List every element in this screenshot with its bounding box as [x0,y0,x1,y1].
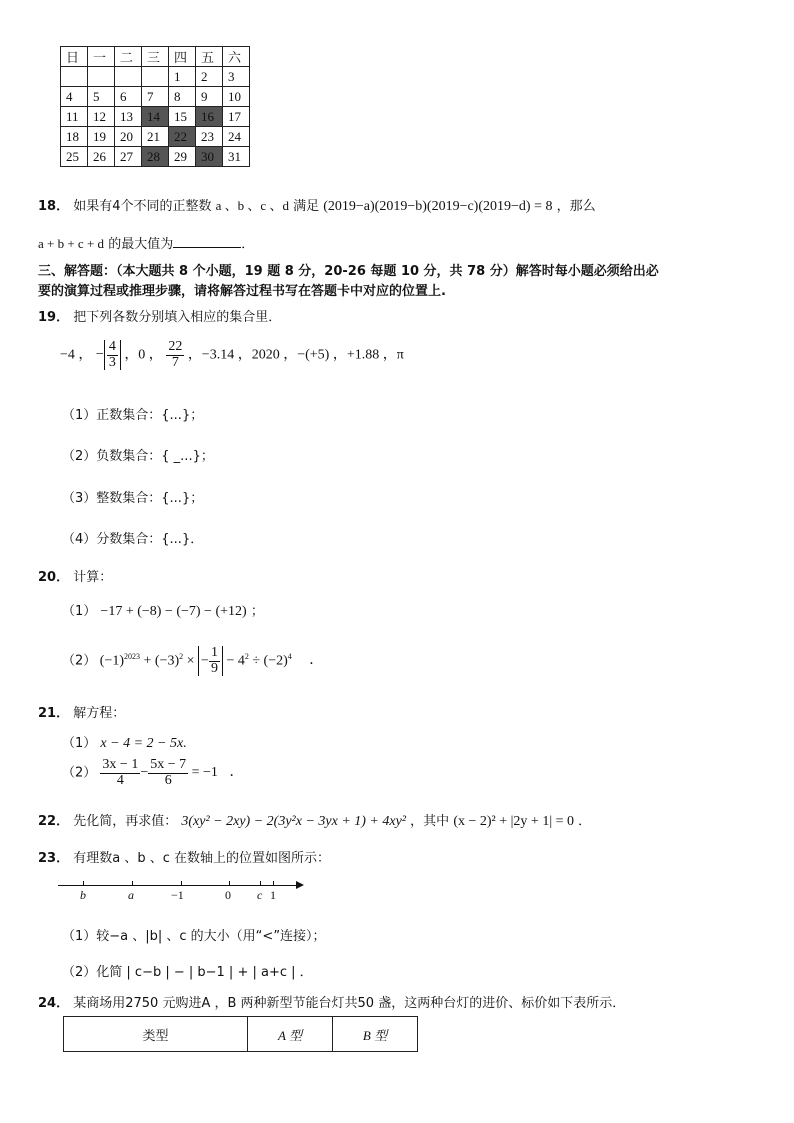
tick-c [260,881,261,886]
q21-text: 解方程： [73,706,126,721]
q22-end: ． [578,814,592,829]
tick-0 [229,881,230,886]
label-1: 1 [270,888,276,902]
section-3-line1: 三、解答题：（本大题共 8 个小题，19 题 8 分，20-26 每题 10 分，共 78 分）解答时每小题必须给出必 [38,264,659,279]
q24-number: 24． [38,996,70,1011]
calendar-day-cell: 9 [196,87,223,107]
calendar-weekday-1: 一 [88,47,115,67]
q19-text: 把下列各数分别填入相应的集合里． [73,310,282,325]
calendar-day-cell: 25 [61,147,88,167]
calendar-day-cell [88,67,115,87]
q18-equation: (2019−a)(2019−b)(2019−c)(2019−d) = 8 [323,199,553,214]
q19-item-1: （1）正数集合：{...}； [62,408,204,423]
calendar-day-cell: 11 [61,107,88,127]
q19-n2-absolute [104,340,121,370]
q23-part-2: （2）化简 | c−b | − | b−1 | + | a+c | ． [62,965,313,980]
q18-text2: 满足 [293,199,320,214]
q19-number-list [60,340,404,370]
q23-number: 23． [38,851,70,866]
question-21-prompt [38,702,125,721]
q19-n2-sign: − [95,347,104,363]
q21-p2-end: ． [229,765,244,781]
q20-p2-term-e: ÷ (−2) [248,653,288,669]
calendar-day-cell: 24 [223,127,250,147]
q20-p2-absolute [198,646,223,676]
q18-text3: ，那么 [556,199,596,214]
q18-text1: 如果有4个不同的正整数 [73,199,212,214]
calendar-day-cell: 6 [115,87,142,107]
calendar-day-cell: 31 [223,147,250,167]
q22-number: 22． [38,814,70,829]
q20-p2-numerator: 1 [210,645,218,660]
q18-number: 18． [38,199,70,214]
calendar-day-cell: 8 [169,87,196,107]
tick-a [132,881,133,886]
q21-rhs: = −1 [191,765,218,781]
calendar-day-cell: 27 [115,147,142,167]
question-19-prompt [38,306,281,325]
calendar-day-cell: 23 [196,127,223,147]
calendar-week-row [61,107,250,127]
q18-vars: a 、b 、c 、d [215,198,289,213]
calendar-day-cell: 1 [169,67,196,87]
calendar-weekday-3: 三 [142,47,169,67]
header-type: 类型 [64,1017,248,1052]
number-line-arrow [296,881,304,889]
q22-condition-prefix: ，其中 [410,814,450,829]
q20-p2-exp-a: 2023 [124,651,141,661]
q20-p2-denominator: 9 [210,660,218,676]
number-line-axis [58,885,298,886]
header-type-b: B 型 [333,1017,418,1052]
calendar-day-cell [61,67,88,87]
q21-p1-label: （1） [62,736,97,751]
q19-n2-numerator: 4 [108,339,116,354]
question-22 [38,810,591,830]
question-18-line1 [38,195,596,215]
calendar-day-cell: 22 [169,127,196,147]
q20-text: 计算： [73,570,113,585]
q21-f1-denominator: 4 [116,772,124,788]
calendar-day-cell: 3 [223,67,250,87]
q21-p1-expression: x − 4 = 2 − 5x. [100,736,187,751]
calendar-day-cell: 2 [196,67,223,87]
calendar-weekday-4: 四 [169,47,196,67]
price-table [63,1016,418,1052]
calendar-day-cell: 30 [196,147,223,167]
q20-p1-expression: −17 + (−8) − (−7) − (+12) [100,604,247,619]
price-table-header-row [64,1017,418,1052]
q21-p2-label: （2） [62,765,97,781]
q18-line2-text: 的最大值为 [108,237,174,252]
q19-n1: −4 ， [60,347,93,363]
calendar-day-cell: 5 [88,87,115,107]
q20-p2-end: ． [309,653,324,669]
q21-f2-denominator: 6 [164,772,172,788]
q21-number: 21． [38,706,70,721]
calendar-day-cell: 13 [115,107,142,127]
question-23-prompt [38,847,330,866]
calendar-week-row [61,87,250,107]
calendar-day-cell: 15 [169,107,196,127]
q23-text: 有理数a 、b 、c 在数轴上的位置如图所示： [73,851,330,866]
q19-item-4: （4）分数集合：{...}． [62,532,204,547]
calendar-header-row [61,47,250,67]
calendar-weekday-2: 二 [115,47,142,67]
calendar-day-cell: 14 [142,107,169,127]
calendar-day-cell: 12 [88,107,115,127]
tick-minus-1 [181,881,182,886]
calendar-day-cell [115,67,142,87]
calendar-day-cell [142,67,169,87]
q20-p2-exp-e: 4 [287,651,292,661]
calendar-table [60,46,250,167]
calendar-weekday-0: 日 [61,47,88,67]
q21-fraction-1 [100,758,140,788]
calendar-day-cell: 21 [142,127,169,147]
q20-p2-term-b: + (−3) [140,653,180,669]
calendar-day-cell: 26 [88,147,115,167]
tick-1 [273,881,274,886]
calendar-week-row [61,67,250,87]
q20-p2-fraction [209,646,220,676]
calendar-day-cell: 16 [196,107,223,127]
calendar-weekday-6: 六 [223,47,250,67]
q19-n2-fraction [107,340,118,370]
q21-p2-equation [100,757,244,788]
q20-p1-end: ； [250,604,264,619]
calendar-day-cell: 28 [142,147,169,167]
section-3-line2: 要的演算过程或推理步骤，请将解答过程书写在答题卡中对应的位置上. [38,284,446,299]
q20-p2-term-a: (−1) [99,653,125,669]
q20-p2-exp-b: 2 [179,651,184,661]
label-0: 0 [225,888,231,902]
calendar-day-cell: 20 [115,127,142,147]
question-20-prompt [38,566,112,585]
calendar-day-cell: 19 [88,127,115,147]
q21-f1-numerator: 3x − 1 [102,757,139,772]
tick-b [83,881,84,886]
label-b: b [80,888,86,902]
calendar-day-cell: 17 [223,107,250,127]
q19-n4-numerator: 22 [168,339,183,354]
calendar-day-cell: 7 [142,87,169,107]
q22-expression: 3(xy² − 2xy) − 2(3y²x − 3yx + 1) + 4xy² [181,814,407,829]
q19-item-3: （3）整数集合：{...}； [62,491,204,506]
q24-text: 某商场用2750 元购进A ，B 两种新型节能台灯共50 盏，这两种台灯的进价、标价如下表所示． [73,996,626,1011]
q23-part-1: （1）较−a 、|b| 、c 的大小（用“<”连接）； [62,929,326,944]
q20-p2-times: × [183,653,199,669]
q21-part-2 [62,758,243,788]
q21-minus: − [140,765,149,781]
q18-line2-end: ． [241,237,255,252]
question-18-line2 [38,233,254,252]
q18-line2-expr: a + b + c + d [38,236,105,251]
q22-condition: (x − 2)² + |2y + 1| = 0 [453,814,575,829]
q22-text: 先化简，再求值： [73,814,178,829]
q19-item-2: （2）负数集合：{ _...}； [62,449,214,464]
calendar-week-row [61,147,250,167]
calendar-day-cell: 29 [169,147,196,167]
q19-n5: ，−3.14 ，2020 ，−(+5) ，+1.88 ，π [187,347,404,363]
q19-n3: ，0 ， [124,347,163,363]
q20-p2-frac-sign: − [201,653,209,669]
calendar-weekday-5: 五 [196,47,223,67]
q20-p2-exp-d: 2 [244,651,249,661]
q21-f2-numerator: 5x − 7 [150,757,187,772]
q20-p1-label: （1） [62,604,97,619]
q19-number: 19． [38,310,70,325]
calendar-day-cell: 4 [61,87,88,107]
q21-part-1 [62,732,187,752]
header-type-a: A 型 [248,1017,333,1052]
label-a: a [128,888,134,902]
question-24 [38,992,625,1011]
q20-part-1 [62,600,264,620]
q20-p2-label: （2） [62,653,97,669]
q19-n2 [95,339,121,370]
q19-n2-denominator: 3 [108,354,116,370]
q19-n4-fraction [166,340,184,370]
q20-part-2 [62,646,323,676]
calendar-day-cell: 10 [223,87,250,107]
label-minus-1: −1 [171,888,184,902]
answer-blank [173,235,241,248]
q20-p2-term-d: − 4 [222,653,245,669]
q21-fraction-2 [148,758,188,788]
label-c: c [257,888,263,902]
q20-number: 20． [38,570,70,585]
calendar-week-row [61,127,250,147]
calendar-day-cell: 18 [61,127,88,147]
q19-n4-denominator: 7 [171,354,179,370]
